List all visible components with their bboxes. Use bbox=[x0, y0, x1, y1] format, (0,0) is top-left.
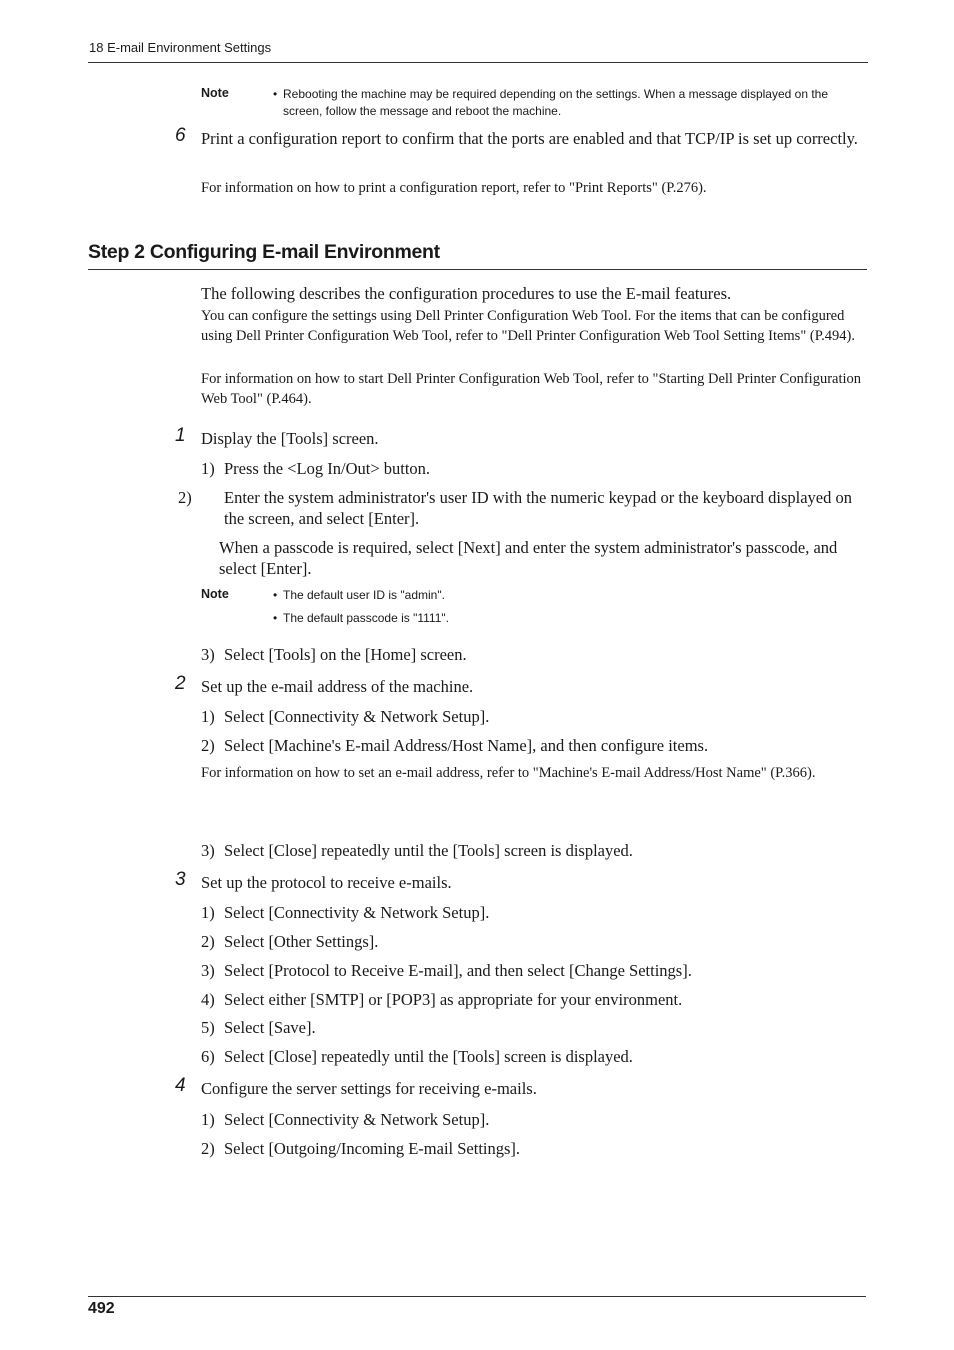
sub-step-marker: 2) bbox=[178, 488, 192, 507]
sub-step-marker: 2) bbox=[201, 1139, 215, 1158]
sub-step-marker: 2) bbox=[201, 736, 215, 755]
reference-text: For information on how to print a configuration report, refer to "Print Reports" (P.276). bbox=[201, 180, 707, 196]
note-body: The default user ID is "admin". bbox=[283, 588, 445, 602]
page-number: 492 bbox=[88, 1300, 115, 1317]
sub-step-marker: 5) bbox=[201, 1018, 215, 1037]
step-text: Display the [Tools] screen. bbox=[201, 429, 379, 448]
sub-step-text: Select either [SMTP] or [POP3] as appropriate for your environment. bbox=[224, 990, 683, 1009]
intro-paragraph: You can configure the settings using Dell Printer Configuration Web Tool. For the items that can be configured using Dell Printer Configuration Web Tool, refer to "Dell Printer Configuration Web Tool Setting Items" (P.494). bbox=[201, 308, 855, 344]
step-number: 1 bbox=[175, 425, 186, 446]
sub-step-marker: 1) bbox=[201, 1110, 215, 1129]
sub-step bbox=[201, 735, 869, 756]
sub-step bbox=[201, 1138, 869, 1159]
sub-step-marker: 2) bbox=[201, 932, 215, 951]
sub-step-text: Select [Close] repeatedly until the [Tools] screen is displayed. bbox=[224, 841, 633, 860]
sub-step bbox=[201, 931, 869, 952]
sub-step-text: Select [Save]. bbox=[224, 1018, 316, 1037]
sub-step bbox=[201, 644, 869, 665]
sub-step-text: Select [Connectivity & Network Setup]. bbox=[224, 1110, 490, 1129]
step-number: 2 bbox=[175, 673, 186, 694]
sub-step bbox=[201, 706, 869, 727]
step-text: Configure the server settings for receiving e-mails. bbox=[201, 1079, 537, 1098]
sub-step-text: Select [Connectivity & Network Setup]. bbox=[224, 903, 490, 922]
step-number: 4 bbox=[175, 1075, 186, 1096]
note-label: Note bbox=[201, 587, 229, 601]
intro-paragraph: The following describes the configuration procedures to use the E-mail features. bbox=[201, 284, 732, 303]
sub-step bbox=[201, 1017, 869, 1038]
sub-step bbox=[201, 902, 869, 923]
sub-step-marker: 1) bbox=[201, 707, 215, 726]
sub-step bbox=[201, 1109, 869, 1130]
sub-step bbox=[201, 458, 869, 479]
intro-paragraph: For information on how to start Dell Printer Configuration Web Tool, refer to "Starting Dell Printer Configuration Web Tool" (P.464). bbox=[201, 371, 862, 407]
step-number: 6 bbox=[175, 125, 186, 146]
note-body: Rebooting the machine may be required depending on the settings. When a message displayed on the screen, follow the message and reboot the machine. bbox=[283, 87, 829, 118]
bullet-icon: • bbox=[273, 611, 278, 625]
sub-step bbox=[201, 989, 869, 1010]
sub-step-text: Select [Connectivity & Network Setup]. bbox=[224, 707, 490, 726]
sub-step-text: Select [Protocol to Receive E-mail], and then select [Change Settings]. bbox=[224, 961, 692, 980]
sub-step bbox=[201, 960, 869, 981]
step-number: 3 bbox=[175, 869, 186, 890]
sub-step-marker: 1) bbox=[201, 459, 215, 478]
sub-step-marker: 6) bbox=[201, 1047, 215, 1066]
step-text: Print a configuration report to confirm that the ports are enabled and that TCP/IP is set up correctly. bbox=[201, 129, 858, 148]
sub-step-text: Select [Outgoing/Incoming E-mail Settings]. bbox=[224, 1139, 521, 1158]
bullet-icon: • bbox=[273, 588, 278, 602]
sub-step bbox=[178, 487, 869, 529]
note-label: Note bbox=[201, 86, 229, 100]
step-text: Set up the e-mail address of the machine. bbox=[201, 677, 474, 696]
sub-step-text: Select [Tools] on the [Home] screen. bbox=[224, 645, 467, 664]
sub-step-text: Enter the system administrator's user ID with the numeric keypad or the keyboard displayed on the screen, and select [Enter]. bbox=[224, 488, 852, 528]
sub-step-marker: 3) bbox=[201, 961, 215, 980]
note-text bbox=[273, 86, 868, 120]
heading-rule bbox=[88, 269, 867, 270]
section-heading: Step 2 Configuring E-mail Environment bbox=[88, 241, 440, 263]
sub-step-marker: 4) bbox=[201, 990, 215, 1009]
note-text bbox=[273, 587, 868, 604]
sub-step-text: Select [Other Settings]. bbox=[224, 932, 379, 951]
sub-step-text: Select [Close] repeatedly until the [Tools] screen is displayed. bbox=[224, 1047, 633, 1066]
sub-step-text: Press the <Log In/Out> button. bbox=[224, 459, 431, 478]
bullet-icon: • bbox=[273, 87, 278, 101]
reference-text: For information on how to set an e-mail address, refer to "Machine's E-mail Address/Host Name" (P.366). bbox=[201, 765, 816, 781]
header-rule bbox=[88, 62, 868, 63]
footer-rule bbox=[88, 1296, 866, 1297]
sub-step bbox=[201, 1046, 869, 1067]
sub-step-continuation: When a passcode is required, select [Next] and enter the system administrator's passcode, and select [Enter]. bbox=[219, 538, 838, 578]
step-text: Set up the protocol to receive e-mails. bbox=[201, 873, 452, 892]
sub-step-marker: 1) bbox=[201, 903, 215, 922]
sub-step-text: Select [Machine's E-mail Address/Host Name], and then configure items. bbox=[224, 736, 709, 755]
note-text bbox=[273, 610, 868, 627]
sub-step-marker: 3) bbox=[201, 645, 215, 664]
running-header: 18 E-mail Environment Settings bbox=[89, 40, 272, 55]
note-body: The default passcode is "1111". bbox=[283, 611, 449, 625]
sub-step-marker: 3) bbox=[201, 841, 215, 860]
sub-step bbox=[201, 840, 869, 861]
